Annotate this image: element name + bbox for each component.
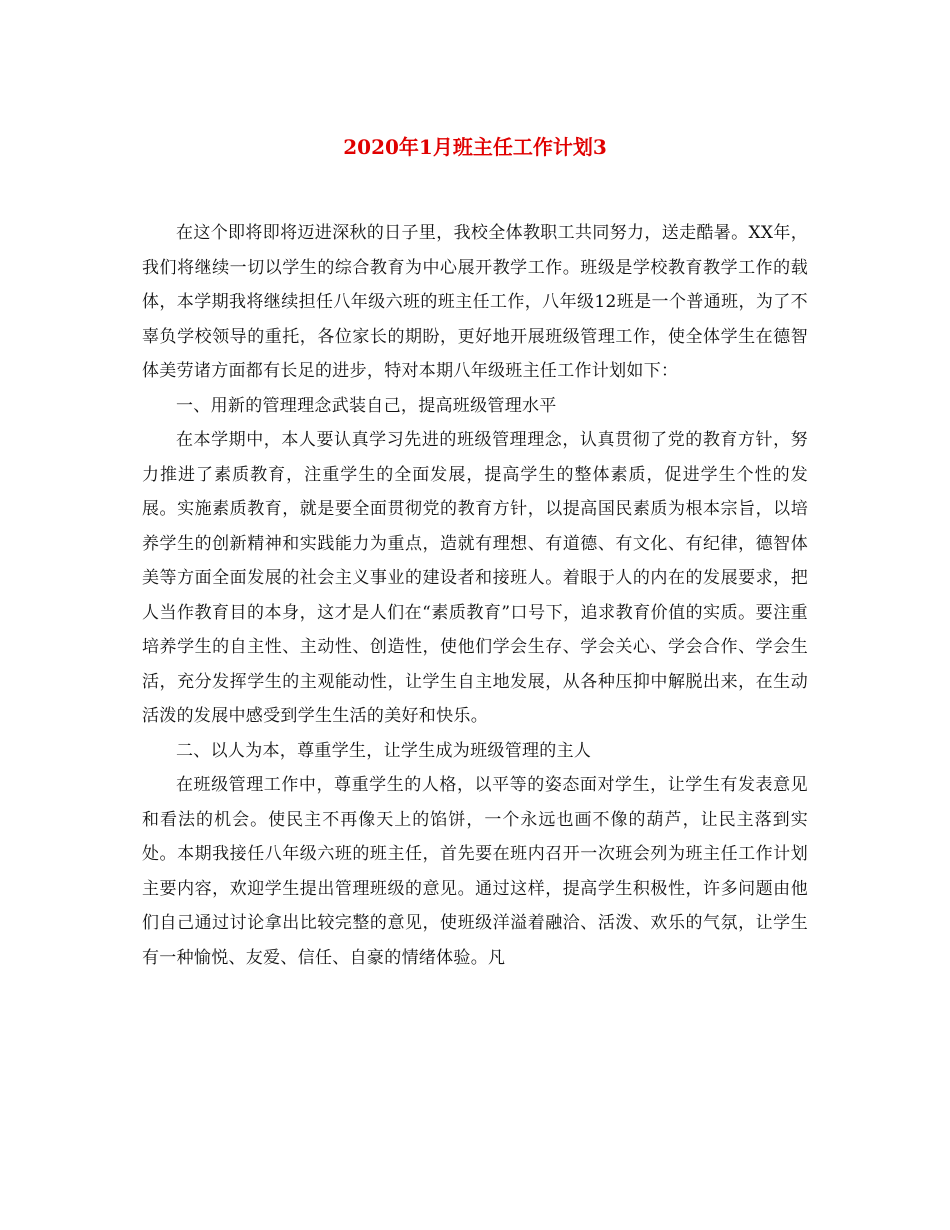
document-title: 2020年1月班主任工作计划3 [343,135,607,159]
section-heading-1: 一、用新的管理理念武装自己，提高班级管理水平 [176,395,557,416]
section-heading-2: 二、以人为本，尊重学生，让学生成为班级管理的主人 [176,740,592,761]
intro-paragraph: 在这个即将即将迈进深秋的日子里，我校全体教职工共同努力，送走酷暑。XX年，我们将继续一切以学生的综合教育为中心展开教学工作。班级是学校教育教学工作的载体，本学期我将继续担任八年级六班的班主任工作，八年级12班是一个普通班，为了不辜负学校领导的重托，各位家长的期盼，更好地开展班级管理工作，使全体学生在德智体美劳诸方面都有长足的进步，特对本期八年级班主任工作计划如下： [142,223,808,381]
section-1-paragraph: 在本学期中，本人要认真学习先进的班级管理理念，认真贯彻了党的教育方针，努力推进了素质教育，注重学生的全面发展，提高学生的整体素质，促进学生个性的发展。实施素质教育，就是要全面贯彻党的教育方针，以提高国民素质为根本宗旨，以培养学生的创新精神和实践能力为重点，造就有理想、有道德、有文化、有纪律，德智体美等方面全面发展的社会主义事业的建设者和接班人。着眼于人的内在的发展要求，把人当作教育目的本身，这才是人们在“素质教育”口号下，追求教育价值的实质。要注重培养学生的自主性、主动性、创造性，使他们学会生存、学会关心、学会合作、学会生活，充分发挥学生的主观能动性，让学生自主地发展，从各种压抑中解脱出来，在生动活泼的发展中感受到学生生活的美好和快乐。 [142,430,808,726]
section-2-paragraph: 在班级管理工作中，尊重学生的人格，以平等的姿态面对学生，让学生有发表意见和看法的机会。使民主不再像天上的馅饼，一个永远也画不像的葫芦，让民主落到实处。本期我接任八年级六班的班主任，首先要在班内召开一次班会列为班主任工作计划主要内容，欢迎学生提出管理班级的意见。通过这样，提高学生积极性，许多问题由他们自己通过讨论拿出比较完整的意见，使班级洋溢着融洽、活泼、欢乐的气氛，让学生有一种愉悦、友爱、信任、自豪的情绪体验。凡 [142,775,808,968]
